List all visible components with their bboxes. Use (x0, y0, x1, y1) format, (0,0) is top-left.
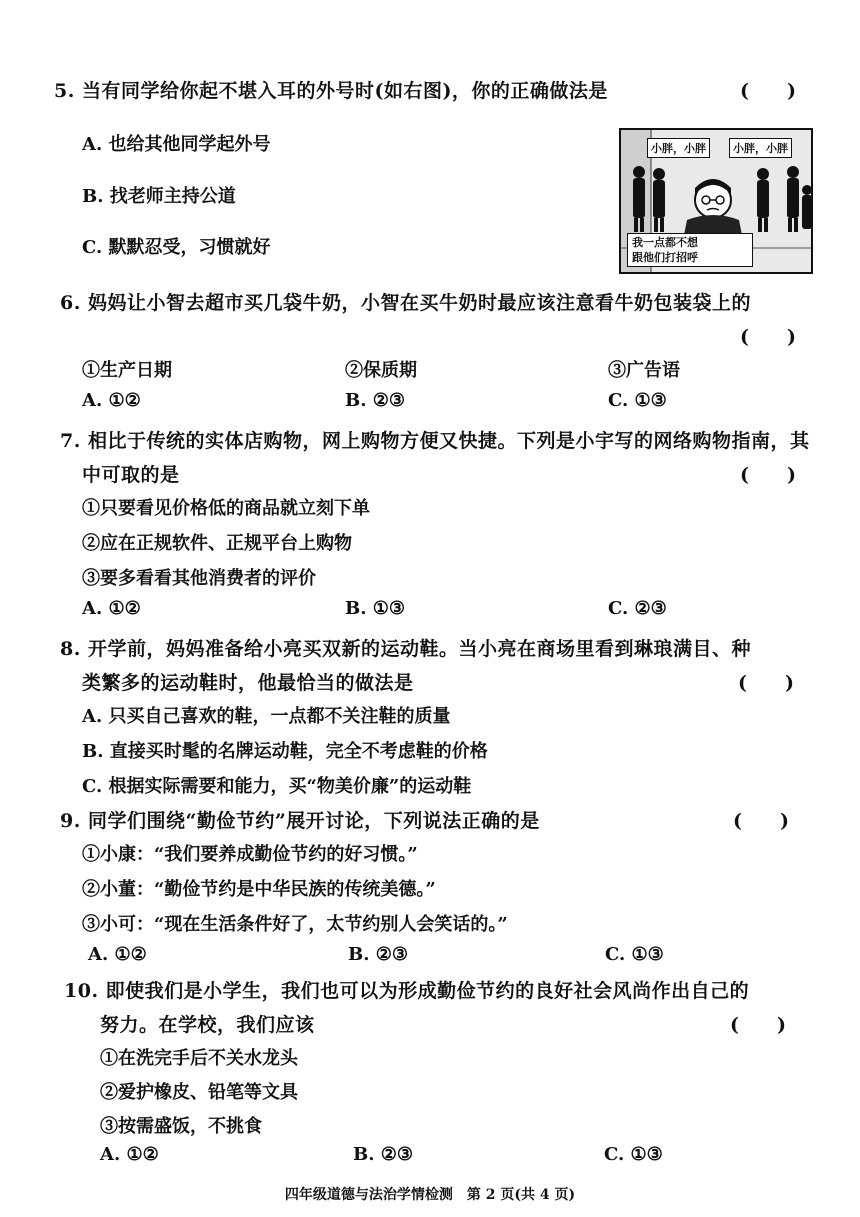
question-7-stem-line-1: 7. 相比于传统的实体店购物，网上购物方便又快捷。下列是小宇写的网络购物指南，其 (60, 430, 810, 452)
question-9-item-2: ②小董：“勤俭节约是中华民族的传统美德。” (82, 879, 436, 900)
question-7-option-c: C. ②③ (608, 598, 667, 619)
question-10-option-b: B. ②③ (353, 1144, 414, 1165)
question-6-option-a: A. ①② (82, 390, 141, 411)
page-footer: 四年级道德与法治学情检测 第 2 页(共 4 页) (284, 1187, 576, 1203)
thought-sign (627, 233, 753, 267)
question-10-item-2: ②爱护橡皮、铅笔等文具 (100, 1082, 298, 1103)
question-7-item-2: ②应在正规软件、正规平台上购物 (82, 533, 352, 554)
question-7-item-1: ①只要看见价格低的商品就立刻下单 (82, 498, 370, 519)
question-6-item-1: ①生产日期 (82, 360, 172, 381)
question-8-stem-line-1: 8. 开学前，妈妈准备给小亮买双新的运动鞋。当小亮在商场里看到琳琅满目、种 (60, 638, 751, 660)
question-8-option-a: A. 只买自己喜欢的鞋，一点都不关注鞋的质量 (82, 706, 451, 727)
question-8-option-c: C. 根据实际需要和能力，买“物美价廉”的运动鞋 (82, 776, 472, 797)
question-6-stem: 6. 妈妈让小智去超市买几袋牛奶，小智在买牛奶时最应该注意看牛奶包装袋上的 (60, 292, 751, 314)
question-6-item-2: ②保质期 (345, 360, 417, 381)
sign-line-1: 我一点都不想 (632, 236, 698, 249)
question-10-item-1: ①在洗完手后不关水龙头 (100, 1048, 298, 1069)
question-9-item-1: ①小康：“我们要养成勤俭节约的好习惯。” (82, 844, 418, 865)
question-5-option-c: C. 默默忍受，习惯就好 (82, 237, 271, 258)
question-10-stem-line-1: 10. 即使我们是小学生，我们也可以为形成勤俭节约的良好社会风尚作出自己的 (64, 980, 750, 1002)
question-7-option-b: B. ①③ (345, 598, 406, 619)
question-7-answer-paren: ( ) (740, 464, 796, 486)
question-9-answer-paren: ( ) (733, 810, 789, 832)
question-10-answer-paren: ( ) (730, 1014, 786, 1036)
question-10-stem-line-2: 努力。在学校，我们应该 (100, 1014, 315, 1036)
question-5-option-a: A. 也给其他同学起外号 (82, 134, 271, 155)
question-5-option-b: B. 找老师主持公道 (82, 186, 236, 207)
question-10-option-c: C. ①③ (604, 1144, 663, 1165)
question-10-option-a: A. ①② (100, 1144, 159, 1165)
question-10-item-3: ③按需盛饭，不挑食 (100, 1116, 262, 1137)
question-6-item-3: ③广告语 (608, 360, 680, 381)
nickname-cartoon-illustration (619, 128, 813, 274)
question-9-item-3: ③小可：“现在生活条件好了，太节约别人会笑话的。” (82, 914, 508, 935)
question-9-option-b: B. ②③ (348, 944, 409, 965)
question-6-option-c: C. ①③ (608, 390, 667, 411)
question-9-option-a: A. ①② (88, 944, 147, 965)
question-9-stem: 9. 同学们围绕“勤俭节约”展开讨论，下列说法正确的是 (60, 810, 540, 832)
question-6-option-b: B. ②③ (345, 390, 406, 411)
question-8-stem-line-2: 类繁多的运动鞋时，他最恰当的做法是 (82, 672, 414, 694)
question-7-stem-line-2: 中可取的是 (82, 464, 180, 486)
question-9-option-c: C. ①③ (605, 944, 664, 965)
question-8-answer-paren: ( ) (738, 672, 794, 694)
question-7-option-a: A. ①② (82, 598, 141, 619)
speech-bubble-left: 小胖，小胖 (647, 138, 710, 158)
sign-line-2: 跟他们打招呼 (632, 251, 698, 264)
question-8-option-b: B. 直接买时髦的名牌运动鞋，完全不考虑鞋的价格 (82, 741, 488, 762)
question-5-stem: 5. 当有同学给你起不堪入耳的外号时(如右图)，你的正确做法是 (54, 80, 608, 102)
question-7-item-3: ③要多看看其他消费者的评价 (82, 568, 316, 589)
speech-bubble-right: 小胖，小胖 (729, 138, 792, 158)
question-6-answer-paren: ( ) (740, 326, 796, 348)
question-5-answer-paren: ( ) (740, 80, 796, 102)
